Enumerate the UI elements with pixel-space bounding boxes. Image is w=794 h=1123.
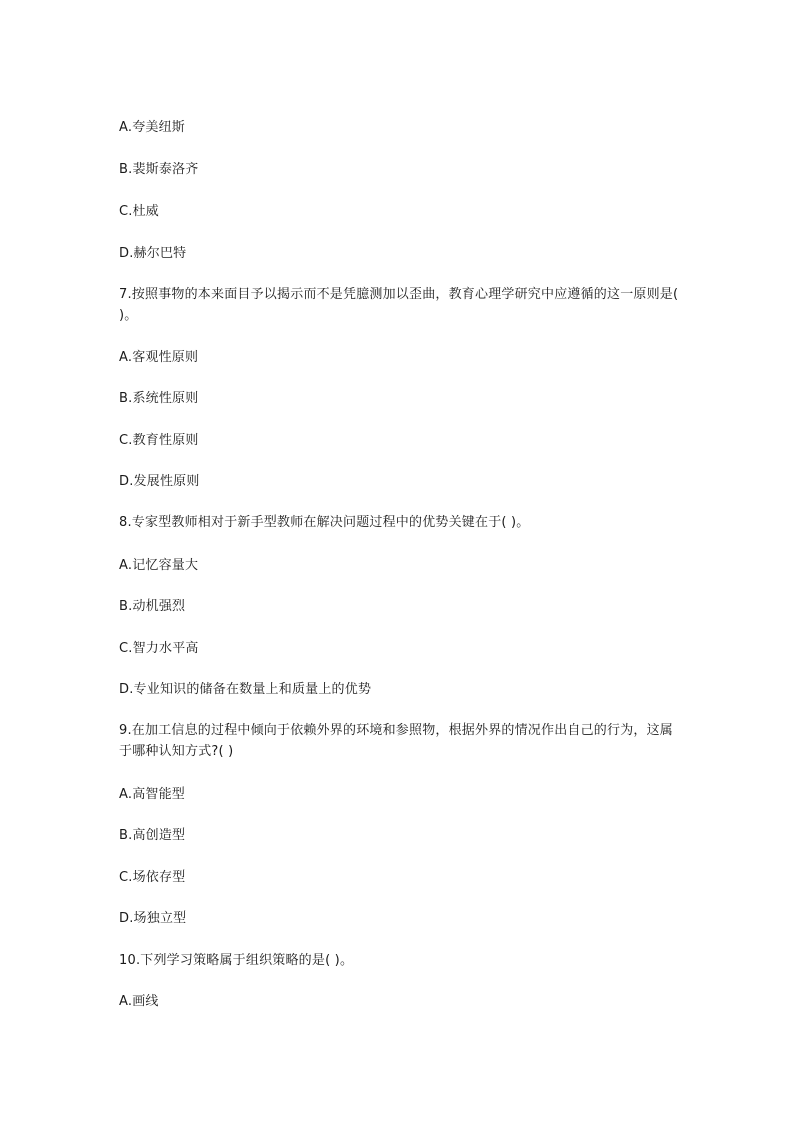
q8-question: 8.专家型教师相对于新手型教师在解决问题过程中的优势关键在于( )。	[119, 515, 530, 530]
q9-option-d: D.场独立型	[119, 911, 187, 926]
q9-option-a: A.高智能型	[119, 787, 185, 802]
q8-option-c: C.智力水平高	[119, 641, 199, 656]
q7-question: 7.按照事物的本来面目予以揭示而不是凭臆测加以歪曲，教育心理学研究中应遵循的这一原则是( )。	[119, 287, 679, 323]
q9-option-c: C.场依存型	[119, 870, 186, 885]
q6-option-b: B.裴斯泰洛齐	[119, 162, 199, 177]
q8-option-a: A.记忆容量大	[119, 558, 199, 573]
q6-option-d: D.赫尔巴特	[119, 246, 187, 261]
q10-option-a: A.画线	[119, 994, 159, 1009]
q10-question: 10.下列学习策略属于组织策略的是( )。	[119, 953, 354, 968]
q9-question: 9.在加工信息的过程中倾向于依赖外界的环境和参照物，根据外界的情况作出自己的行为，这属于哪种认知方式?( )	[119, 723, 674, 759]
q8-option-d: D.专业知识的储备在数量上和质量上的优势	[119, 682, 372, 697]
q6-option-a: A.夸美纽斯	[119, 120, 185, 135]
q7-option-c: C.教育性原则	[119, 433, 199, 448]
q7-option-b: B.系统性原则	[119, 391, 199, 406]
q7-option-a: A.客观性原则	[119, 350, 199, 365]
q7-option-d: D.发展性原则	[119, 474, 200, 489]
q6-option-c: C.杜威	[119, 204, 160, 219]
q8-option-b: B.动机强烈	[119, 599, 186, 614]
q9-option-b: B.高创造型	[119, 828, 186, 843]
